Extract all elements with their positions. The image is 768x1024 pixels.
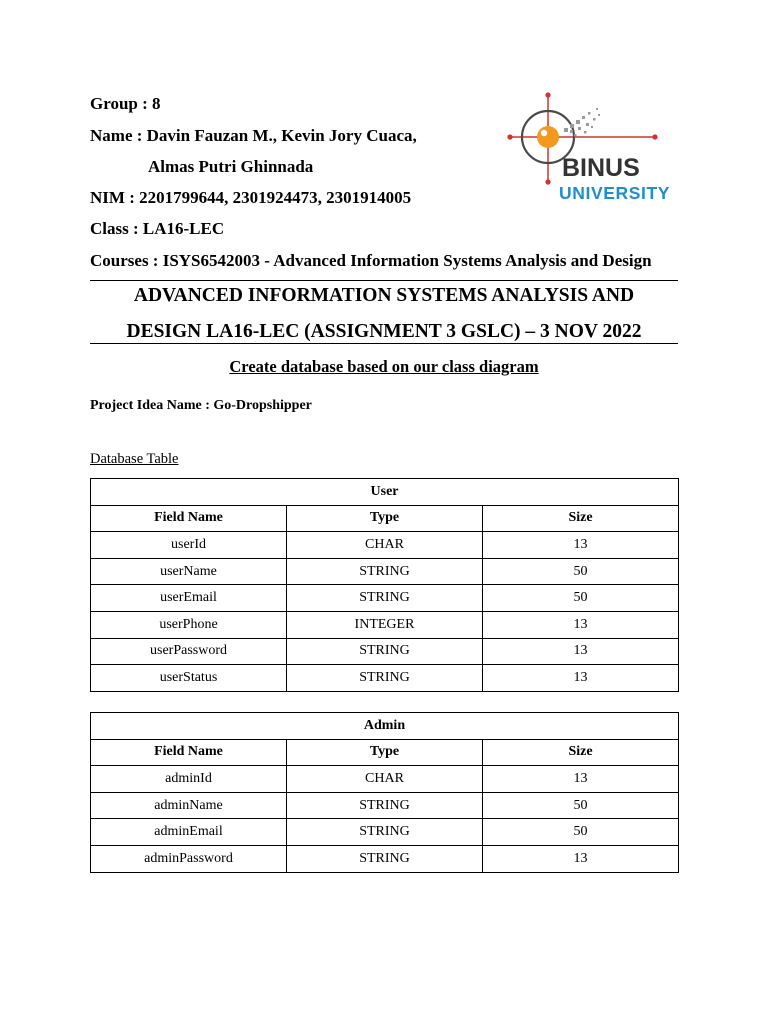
- class-line: Class : LA16-LEC: [90, 219, 225, 238]
- size-cell: 50: [483, 792, 679, 819]
- field-name-cell: adminEmail: [91, 819, 287, 846]
- field-name-cell: adminName: [91, 792, 287, 819]
- admin-table: [90, 712, 679, 873]
- type-cell: STRING: [287, 792, 483, 819]
- nim-line: NIM : 2201799644, 2301924473, 2301914005: [90, 188, 412, 207]
- column-header: Field Name: [91, 739, 287, 766]
- project-idea-name: Project Idea Name : Go-Dropshipper: [90, 398, 312, 413]
- field-name-cell: userId: [91, 532, 287, 559]
- table-caption: User: [91, 479, 679, 506]
- size-cell: 50: [483, 819, 679, 846]
- user-table: [90, 478, 679, 692]
- table-row: [91, 819, 679, 846]
- title-top-rule: [90, 280, 678, 281]
- table-row: [91, 585, 679, 612]
- names-line-2: Almas Putri Ghinnada: [148, 157, 314, 176]
- size-cell: 13: [483, 532, 679, 559]
- column-header: Type: [287, 505, 483, 532]
- type-cell: STRING: [287, 585, 483, 612]
- field-name-cell: userStatus: [91, 665, 287, 692]
- courses-line: Courses : ISYS6542003 - Advanced Information Systems Analysis and Design: [90, 251, 652, 270]
- field-name-cell: userPhone: [91, 611, 287, 638]
- table-row: [91, 638, 679, 665]
- document-title-line-1: ADVANCED INFORMATION SYSTEMS ANALYSIS AND: [133, 285, 635, 306]
- table-header-row: [91, 505, 679, 532]
- type-cell: INTEGER: [287, 611, 483, 638]
- field-name-cell: userPassword: [91, 638, 287, 665]
- column-header: Field Name: [91, 505, 287, 532]
- table-header-row: [91, 739, 679, 766]
- logo-university-text: UNIVERSITY: [559, 183, 671, 200]
- field-name-cell: adminPassword: [91, 845, 287, 872]
- table-caption: Admin: [91, 713, 679, 740]
- size-cell: 13: [483, 665, 679, 692]
- column-header: Size: [483, 505, 679, 532]
- table-row: [91, 532, 679, 559]
- names-line-1: Name : Davin Fauzan M., Kevin Jory Cuaca,: [90, 126, 417, 145]
- database-table-label: Database Table: [90, 451, 179, 467]
- field-name-cell: adminId: [91, 766, 287, 793]
- title-bottom-rule: [90, 343, 678, 344]
- size-cell: 13: [483, 611, 679, 638]
- type-cell: STRING: [287, 638, 483, 665]
- type-cell: STRING: [287, 845, 483, 872]
- table-row: [91, 611, 679, 638]
- document-title-line-2: DESIGN LA16-LEC (ASSIGNMENT 3 GSLC) – 3 NOV 2022: [126, 321, 642, 342]
- table-row: [91, 845, 679, 872]
- type-cell: CHAR: [287, 766, 483, 793]
- logo-binus-text: BINUS: [562, 154, 640, 182]
- size-cell: 13: [483, 845, 679, 872]
- table-row: [91, 766, 679, 793]
- field-name-cell: userEmail: [91, 585, 287, 612]
- table-caption-row: [91, 713, 679, 740]
- type-cell: STRING: [287, 665, 483, 692]
- table-row: [91, 792, 679, 819]
- size-cell: 13: [483, 766, 679, 793]
- size-cell: 50: [483, 585, 679, 612]
- column-header: Size: [483, 739, 679, 766]
- type-cell: STRING: [287, 558, 483, 585]
- binus-university-logo: [500, 90, 690, 200]
- group-line: Group : 8: [90, 94, 161, 113]
- field-name-cell: userName: [91, 558, 287, 585]
- size-cell: 50: [483, 558, 679, 585]
- table-caption-row: [91, 479, 679, 506]
- section-subtitle: Create database based on our class diagram: [229, 357, 539, 376]
- type-cell: CHAR: [287, 532, 483, 559]
- column-header: Type: [287, 739, 483, 766]
- type-cell: STRING: [287, 819, 483, 846]
- size-cell: 13: [483, 638, 679, 665]
- table-row: [91, 558, 679, 585]
- table-row: [91, 665, 679, 692]
